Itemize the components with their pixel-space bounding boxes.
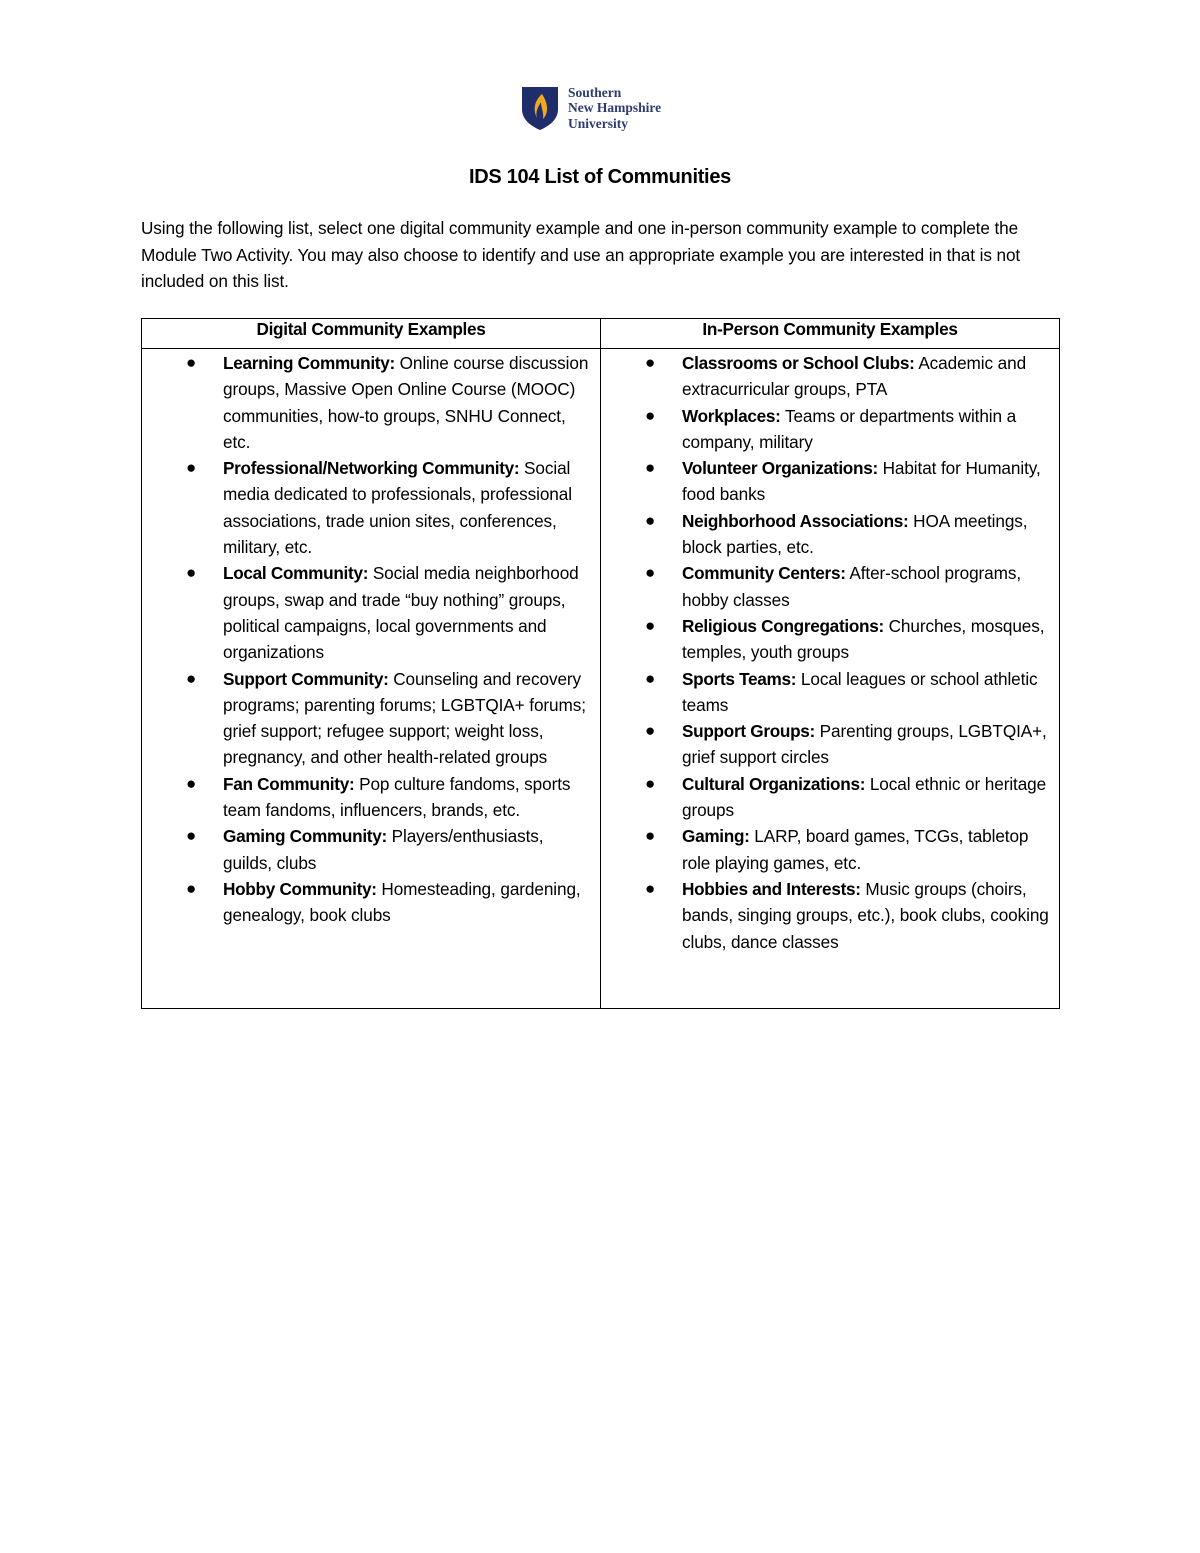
- bullet-icon: ●: [645, 878, 656, 898]
- bullet-icon: ●: [186, 458, 197, 478]
- item-term: Workplaces:: [682, 405, 781, 426]
- item-term: Fan Community:: [223, 773, 355, 794]
- bullet-icon: ●: [645, 721, 656, 741]
- list-item: [645, 823, 1051, 876]
- item-description: Local ethnic or heritage groups: [682, 773, 1047, 821]
- item-description: Local leagues or school athletic teams: [682, 668, 1038, 715]
- item-description: Homesteading, gardening, genealogy, book clubs: [223, 878, 581, 926]
- university-logo: [520, 84, 661, 132]
- intro-paragraph: Using the following list, select one digital community example and one in-person community example to complete the Module Two Activity. You may also choose to identify and use an appropriate example you are interested in that is not included on this list.: [141, 218, 1021, 291]
- list-item: [645, 508, 1051, 561]
- digital-column: [142, 349, 601, 1009]
- list-item: [645, 455, 1051, 508]
- logo-line-1: Southern: [568, 84, 622, 100]
- item-description: Churches, mosques, temples, youth groups: [682, 615, 1045, 663]
- bullet-icon: ●: [186, 563, 197, 583]
- bullet-icon: ●: [645, 510, 656, 530]
- bullet-icon: ●: [186, 668, 197, 688]
- item-description: After-school programs, hobby classes: [682, 563, 1022, 610]
- bullet-icon: ●: [645, 773, 656, 793]
- in-person-examples-list: [601, 349, 1059, 955]
- item-description: Pop culture fandoms, sports team fandoms, influencers, brands, etc.: [223, 773, 571, 821]
- bullet-icon: ●: [645, 615, 656, 635]
- item-term: Professional/Networking Community:: [223, 458, 520, 479]
- list-item: [645, 403, 1051, 456]
- in-person-column-header: In-Person Community Examples: [601, 319, 1060, 349]
- item-term: Gaming:: [682, 826, 750, 847]
- item-term: Sports Teams:: [682, 668, 797, 689]
- item-term: Support Groups:: [682, 721, 815, 742]
- bullet-icon: ●: [645, 826, 656, 846]
- item-description: Players/enthusiasts, guilds, clubs: [223, 826, 544, 873]
- logo-line-3: University: [568, 115, 628, 131]
- shield-flame-icon: [520, 85, 560, 131]
- logo-line-2: New Hampshire: [568, 100, 662, 116]
- list-item: [645, 560, 1051, 613]
- bullet-icon: ●: [645, 563, 656, 583]
- bullet-icon: ●: [645, 668, 656, 688]
- list-item: [186, 350, 592, 455]
- list-item: [645, 350, 1051, 403]
- item-term: Classrooms or School Clubs:: [682, 353, 915, 373]
- list-item: [645, 876, 1051, 955]
- item-term: Local Community:: [223, 563, 369, 584]
- item-description: Music groups (choirs, bands, singing groups, etc.), book clubs, cooking clubs, dance classes: [682, 878, 1049, 952]
- item-description: Social media neighborhood groups, swap and trade “buy nothing” groups, political campaigns, local governments and organizations: [223, 563, 579, 663]
- communities-table: [141, 318, 1060, 1009]
- item-description: Habitat for Humanity, food banks: [682, 458, 1041, 505]
- in-person-column: [601, 349, 1060, 1009]
- item-term: Volunteer Organizations:: [682, 458, 878, 479]
- item-term: Support Community:: [223, 668, 389, 689]
- item-description: Parenting groups, LGBTQIA+, grief support circles: [682, 721, 1047, 768]
- list-item: [186, 455, 592, 560]
- page-title: IDS 104 List of Communities: [469, 166, 731, 188]
- bullet-icon: ●: [186, 353, 197, 372]
- item-description: Social media dedicated to professionals, professional associations, trade union sites, conferences, military, etc.: [223, 458, 572, 558]
- digital-examples-list: [142, 349, 600, 929]
- item-description: Academic and extracurricular groups, PTA: [682, 353, 1027, 400]
- bullet-icon: ●: [645, 458, 656, 478]
- list-item: [645, 771, 1051, 824]
- list-item: [645, 613, 1051, 666]
- list-item: [645, 718, 1051, 771]
- bullet-icon: ●: [645, 353, 656, 372]
- item-term: Cultural Organizations:: [682, 773, 866, 794]
- item-term: Learning Community:: [223, 353, 395, 373]
- bullet-icon: ●: [186, 773, 197, 793]
- item-description: Counseling and recovery programs; parenting forums; LGBTQIA+ forums; grief support; refugee support; weight loss, pregnancy, and other health-related groups: [223, 668, 586, 768]
- list-item: [186, 771, 592, 824]
- item-description: Online course discussion groups, Massive Open Online Course (MOOC) communities, how-to groups, SNHU Connect, etc.: [223, 353, 589, 452]
- item-term: Hobbies and Interests:: [682, 878, 861, 899]
- item-term: Religious Congregations:: [682, 615, 884, 636]
- list-item: [186, 823, 592, 876]
- item-description: LARP, board games, TCGs, tabletop role playing games, etc.: [682, 826, 1029, 873]
- item-term: Neighborhood Associations:: [682, 510, 909, 531]
- bullet-icon: ●: [645, 405, 656, 425]
- logo-wordmark: [568, 85, 661, 132]
- list-item: [186, 876, 592, 929]
- item-term: Hobby Community:: [223, 878, 377, 899]
- item-term: Community Centers:: [682, 563, 846, 584]
- item-description: HOA meetings, block parties, etc.: [682, 510, 1028, 558]
- list-item: [186, 666, 592, 771]
- bullet-icon: ●: [186, 878, 197, 898]
- digital-column-header: Digital Community Examples: [142, 319, 601, 349]
- item-description: Teams or departments within a company, military: [682, 405, 1017, 452]
- list-item: [645, 666, 1051, 719]
- list-item: [186, 560, 592, 665]
- bullet-icon: ●: [186, 826, 197, 846]
- item-term: Gaming Community:: [223, 826, 387, 847]
